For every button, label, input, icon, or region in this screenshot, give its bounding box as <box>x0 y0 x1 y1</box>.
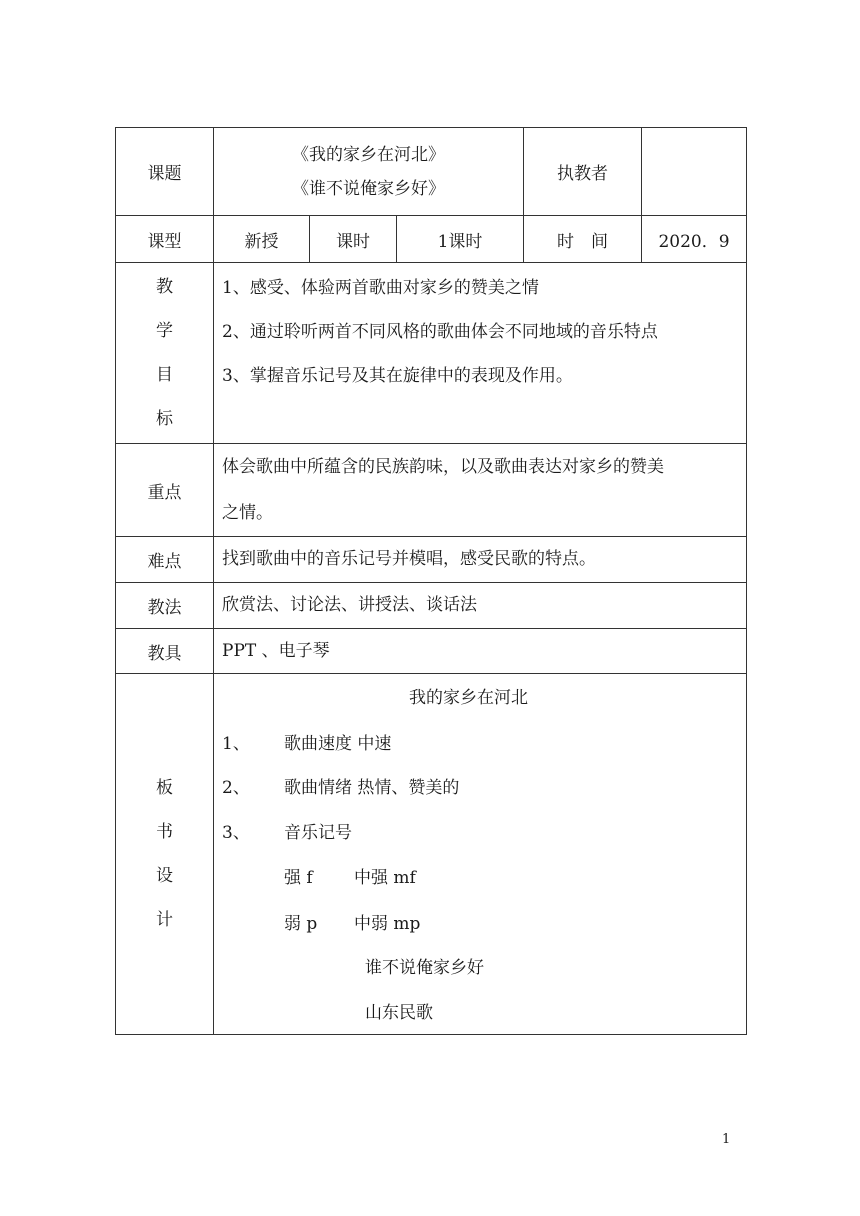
objectives-label-char: 学 <box>156 321 173 341</box>
methods-content: 欣赏法、讨论法、讲授法、谈话法 <box>214 583 747 629</box>
type-label: 课型 <box>116 216 214 263</box>
dynamic-mark: 中强 mf <box>354 868 416 888</box>
board-design-label <box>116 674 214 1035</box>
key-points-label: 重点 <box>116 444 214 537</box>
board-item-text: 歌曲情绪 热情、赞美的 <box>284 778 460 798</box>
objectives-label-char: 教 <box>156 277 173 297</box>
objective-item: 2、通过聆听两首不同风格的歌曲体会不同地域的音乐特点 <box>222 322 658 342</box>
objective-item: 3、掌握音乐记号及其在旋律中的表现及作用。 <box>222 366 573 386</box>
song2-title: 谁不说俺家乡好 <box>365 958 484 978</box>
key-points-line: 体会歌曲中所蕴含的民族韵味，以及歌曲表达对家乡的赞美 <box>222 457 664 477</box>
board-design-row <box>116 674 747 1035</box>
objectives-row <box>116 263 747 444</box>
board-label-char: 书 <box>156 822 173 842</box>
objective-item: 1、感受、体验两首歌曲对家乡的赞美之情 <box>222 278 539 298</box>
methods-label: 教法 <box>116 583 214 629</box>
tools-content: PPT 、电子琴 <box>214 629 747 674</box>
time-value: 2020．9 <box>642 216 747 263</box>
teacher-label: 执教者 <box>524 128 642 216</box>
board-item-number: 2、 <box>222 778 250 798</box>
tools-row <box>116 629 747 674</box>
objectives-content <box>214 263 747 444</box>
tools-label: 教具 <box>116 629 214 674</box>
hours-value: 1课时 <box>397 216 524 263</box>
key-points-content <box>214 444 747 537</box>
key-points-row <box>116 444 747 537</box>
board-label-char: 设 <box>156 866 173 886</box>
dynamic-mark: 强 f <box>284 868 313 888</box>
objectives-label <box>116 263 214 444</box>
difficulties-content: 找到歌曲中的音乐记号并模唱，感受民歌的特点。 <box>214 537 747 583</box>
topic-title-1: 《我的家乡在河北》 <box>292 144 445 165</box>
objectives-label-char: 标 <box>156 409 173 429</box>
key-points-line: 之情。 <box>222 503 273 523</box>
page-number: 1 <box>722 1132 731 1147</box>
lesson-type-row <box>116 216 747 263</box>
difficulties-row <box>116 537 747 583</box>
board-item-number: 3、 <box>222 823 250 843</box>
board-title: 我的家乡在河北 <box>409 688 528 708</box>
topic-title-cell <box>214 128 524 216</box>
hours-label: 课时 <box>310 216 397 263</box>
type-value: 新授 <box>214 216 310 263</box>
difficulties-label: 难点 <box>116 537 214 583</box>
board-item-text: 歌曲速度 中速 <box>284 734 392 754</box>
topic-row <box>116 128 747 216</box>
methods-row <box>116 583 747 629</box>
topic-title-2: 《谁不说俺家乡好》 <box>292 178 445 199</box>
topic-label: 课题 <box>116 128 214 216</box>
dynamic-mark: 弱 p <box>284 914 318 934</box>
board-label-char: 板 <box>156 778 173 798</box>
song2-origin: 山东民歌 <box>365 1003 433 1023</box>
time-label: 时 间 <box>524 216 642 263</box>
objectives-label-char: 目 <box>156 365 173 385</box>
board-item-number: 1、 <box>222 734 250 754</box>
teacher-value <box>642 128 747 216</box>
dynamic-mark: 中弱 mp <box>354 914 421 934</box>
board-item-text: 音乐记号 <box>284 823 352 843</box>
board-design-content <box>214 674 747 1035</box>
lesson-plan-table <box>115 127 747 1035</box>
board-label-char: 计 <box>156 910 173 930</box>
